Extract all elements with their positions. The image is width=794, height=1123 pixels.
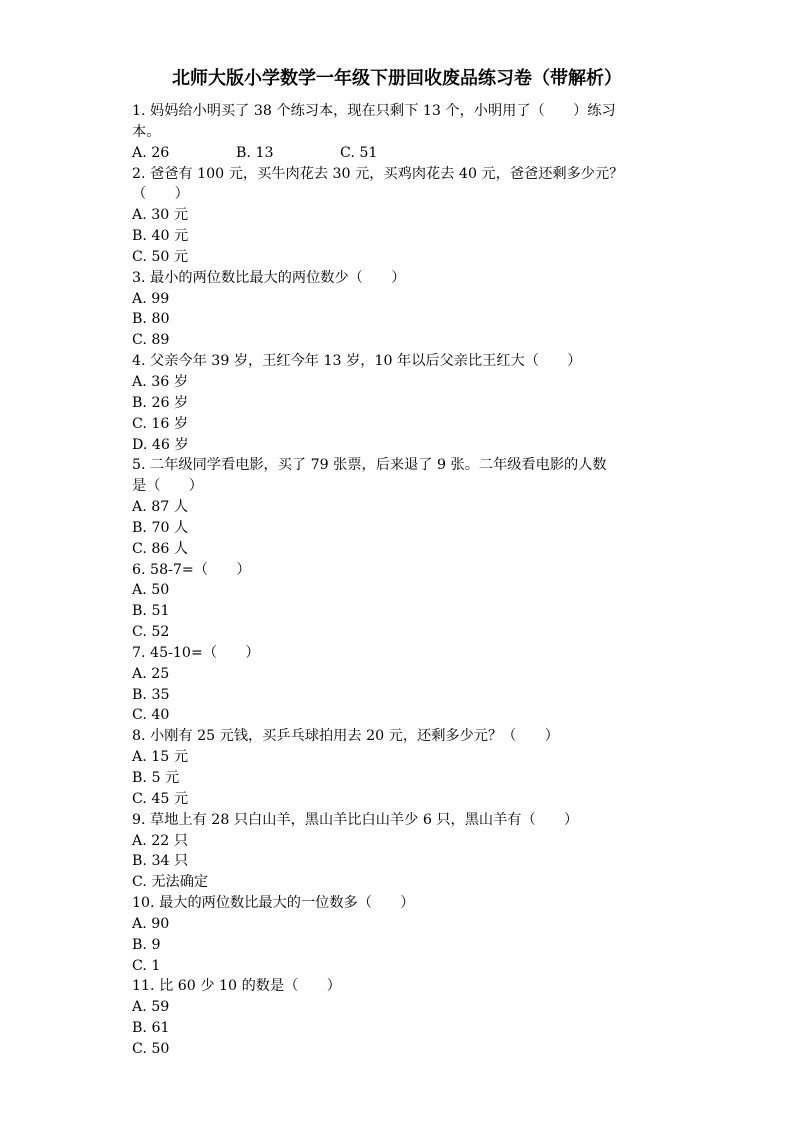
option-b: B. 13 [236, 144, 274, 161]
option-b: B. 80 [132, 311, 170, 328]
option-b: B. 61 [132, 1020, 170, 1037]
question-stem: 6. 58-7=（ ） [132, 561, 251, 578]
option-b: B. 5 元 [132, 770, 180, 786]
option-b: B. 70 人 [132, 519, 189, 536]
option-a: A. 59 [132, 999, 170, 1016]
option-a: A. 15 元 [132, 749, 189, 766]
option-b: B. 35 [132, 686, 170, 703]
option-c: C. 无法确定 [132, 874, 209, 891]
option-c: C. 51 [340, 144, 378, 161]
option-a: A. 22 只 [132, 832, 189, 849]
question-stem: 本。 [132, 123, 161, 140]
option-b: B. 40 元 [132, 228, 189, 245]
question-stem: 9. 草地上有 28 只白山羊，黑山羊比白山羊少 6 只，黑山羊有（ ） [132, 811, 579, 828]
option-a: A. 99 [132, 290, 170, 307]
question-stem: 1. 妈妈给小明买了 38 个练习本，现在只剩下 13 个，小明用了（ ）练习 [132, 103, 616, 119]
question-2 [132, 164, 668, 268]
question-8 [132, 726, 668, 809]
option-c: C. 86 人 [132, 540, 189, 557]
option-a: A. 25 [132, 665, 170, 682]
option-b: B. 26 岁 [132, 394, 189, 411]
question-stem: 2. 爸爸有 100 元，买牛肉花去 30 元，买鸡肉花去 40 元，爸爸还剩多少元？ [132, 165, 624, 182]
option-c: C. 52 [132, 624, 170, 641]
option-c: C. 45 元 [132, 790, 189, 807]
option-b: B. 9 [132, 936, 161, 953]
question-stem: 3. 最小的两位数比最大的两位数少（ ） [132, 269, 406, 286]
question-6 [132, 560, 668, 643]
option-c: C. 50 [132, 1040, 170, 1057]
option-c: C. 40 [132, 707, 170, 724]
option-c: C. 1 [132, 957, 161, 974]
question-stem: 10. 最大的两位数比最大的一位数多（ ） [132, 895, 415, 912]
option-d: D. 46 岁 [132, 436, 189, 453]
option-c: C. 50 元 [132, 248, 189, 265]
option-b: B. 51 [132, 603, 170, 620]
question-stem: 8. 小刚有 25 元钱，买乒乓球拍用去 20 元，还剩多少元？（ ） [132, 728, 559, 745]
question-stem: 7. 45-10=（ ） [132, 644, 260, 661]
question-stem: 11. 比 60 少 10 的数是（ ） [132, 978, 341, 995]
question-3 [132, 268, 668, 351]
page-title: 北师大版小学数学一年级下册回收废品练习卷（带解析） [172, 68, 622, 89]
question-stem: （ ） [132, 186, 189, 203]
question-list [132, 101, 668, 1060]
question-7 [132, 643, 668, 726]
question-stem: 4. 父亲今年 39 岁，王红今年 13 岁，10 年以后父亲比王红大（ ） [132, 353, 582, 370]
option-a: A. 50 [132, 582, 170, 599]
question-11 [132, 976, 668, 1059]
question-1 [132, 101, 668, 164]
option-a: A. 30 元 [132, 207, 189, 224]
options-row [132, 143, 668, 164]
option-c: C. 16 岁 [132, 415, 189, 432]
question-stem: 是（ ） [132, 478, 203, 495]
question-9 [132, 810, 668, 893]
option-b: B. 34 只 [132, 853, 189, 870]
option-a: A. 26 [132, 144, 170, 161]
question-4 [132, 351, 668, 455]
option-a: A. 90 [132, 915, 170, 932]
option-a: A. 36 岁 [132, 373, 189, 390]
question-stem: 5. 二年级同学看电影，买了 79 张票，后来退了 9 张。二年级看电影的人数 [132, 457, 607, 474]
question-5 [132, 455, 668, 559]
option-a: A. 87 人 [132, 499, 189, 516]
option-c: C. 89 [132, 332, 170, 349]
question-10 [132, 893, 668, 976]
